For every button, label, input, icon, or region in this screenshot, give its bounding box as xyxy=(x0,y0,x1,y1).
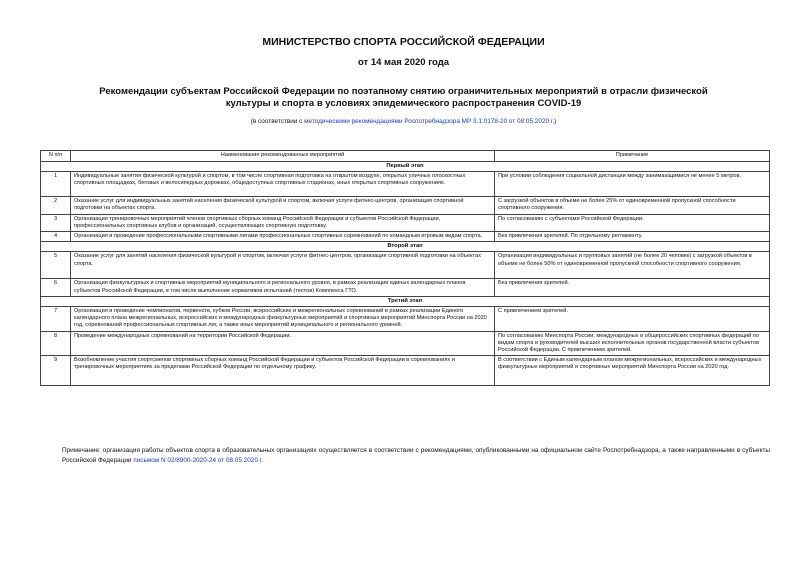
row-note: Без привлечения зрителей. xyxy=(495,279,770,296)
row-number: 7 xyxy=(41,307,71,332)
document-subtitle xyxy=(0,118,807,125)
stage-label: Третий этап xyxy=(41,296,770,306)
table-row xyxy=(41,197,770,214)
ministry-heading: МИНИСТЕРСТВО СПОРТА РОССИЙСКОЙ ФЕДЕРАЦИИ xyxy=(262,36,545,48)
row-note: С привлечением зрителей. xyxy=(495,307,770,332)
rospotrebnadzor-guidelines-link[interactable]: методическими рекомендациями Роспотребнадзора МР 3.1.0178-20 от 08.05.2020 г. xyxy=(304,118,555,125)
document-date: от 14 мая 2020 года xyxy=(357,57,450,68)
row-number: 9 xyxy=(41,356,71,386)
footnote-text: Примечание: организация работы объектов спорта в образовательных организациях осуществляется в соответствии с рекомендациями, опубликованными на официальном сайте Роспотребнадзора, а также направленными в субъекты Российской Федерации xyxy=(62,447,770,464)
table-row xyxy=(41,331,770,356)
document-title: Рекомендации субъектам Российской Федерации по поэтапному снятию ограничительных мероприятий в отрасли физической культуры и спорта в условиях эпидемического распространения COVID-19 xyxy=(99,86,708,109)
table-row xyxy=(41,172,770,197)
row-note: В соответствии с Единым календарным планом межрегиональных, всероссийских и международных физкультурных мероприятий и спортивных мероприятий Минспорта России на 2020 год. xyxy=(495,356,770,386)
row-measure: Организация и проведение профессиональными спортивными лигами профессиональных спортивных соревнований по командным игровым видам спорта. xyxy=(71,232,495,242)
table-row xyxy=(41,214,770,231)
table-row xyxy=(41,232,770,242)
row-note: По согласованию с субъектами Российской Федерации. xyxy=(495,214,770,231)
row-note: При условии соблюдения социальной дистанции между занимающимися не менее 5 метров. xyxy=(495,172,770,197)
row-measure: Индивидуальные занятия физической культурой и спортом, в том числе спортивная подготовка на открытом воздухе, открытых уличных плоскостных спортивных площадках, беговых и велосипедных дорожках, общедоступных спортивных стадионах, иных открытых спортивных сооружениях. xyxy=(71,172,495,197)
footnote xyxy=(62,446,770,466)
stage-label: Первый этап xyxy=(41,162,770,172)
row-number: 2 xyxy=(41,197,71,214)
row-measure: Проведение международных соревнований на территории Российской Федерации. xyxy=(71,331,495,356)
stage-row xyxy=(41,296,770,306)
row-measure: Организация физкультурных и спортивных мероприятий муниципального и регионального уровня, в рамках реализации единых календарных планов субъектов Российской Федерации, в том числе выполнение нормативов испытаний (тестов) Комплекса ГТО. xyxy=(71,279,495,296)
row-number: 8 xyxy=(41,331,71,356)
measures-table xyxy=(40,150,770,386)
row-measure: Организация и проведение чемпионатов, первенств, кубков России, всероссийских и межрегиональных соревнований в рамках реализации Единого календарного плана межрегиональных, всероссийских и международных физкультурных мероприятий и спортивных мероприятий Минспорта России на 2020 год, соревнований профессиональных спортивных лиг, а также иных мероприятий муниципального и регионального уровней. xyxy=(71,307,495,332)
row-note: Без привлечения зрителей. По отдельному регламенту. xyxy=(495,232,770,242)
row-note: С загрузкой объектов в объеме не более 25% от единовременной пропускной способности спортивного сооружения. xyxy=(495,197,770,214)
subtitle-prefix: (в соответствии с xyxy=(250,118,305,125)
row-number: 5 xyxy=(41,252,71,279)
column-header-number: N п/п xyxy=(41,151,71,162)
table-row xyxy=(41,252,770,279)
row-measure: Оказание услуг для занятий населения физической культурой и спортом, включая услуги фитнес-центров, организация спортивной подготовки на объектах спорта. xyxy=(71,252,495,279)
stage-row xyxy=(41,162,770,172)
rospotrebnadzor-letter-link[interactable]: письмом N 02/8900-2020-24 от 08.05.2020 г. xyxy=(133,457,264,464)
table-row xyxy=(41,279,770,296)
row-note: По согласованию Минспорта России, международных и общероссийских спортивных федераций по видам спорта и руководителей высших исполнительных органов государственной власти субъектов Российской Федерации. С привлечением зрителей. xyxy=(495,331,770,356)
table-row xyxy=(41,307,770,332)
column-header-note: Примечание xyxy=(495,151,770,162)
row-number: 6 xyxy=(41,279,71,296)
table-header-row xyxy=(41,151,770,162)
row-number: 1 xyxy=(41,172,71,197)
stage-row xyxy=(41,242,770,252)
row-number: 3 xyxy=(41,214,71,231)
row-number: 4 xyxy=(41,232,71,242)
row-measure: Оказание услуг для индивидуальных занятий населения физической культурой и спортом, включая услуги фитнес-центров, организация спортивной подготовки на объектах спорта. xyxy=(71,197,495,214)
row-measure: Возобновление участия спортсменов спортивных сборных команд Российской Федерации и субъектов Российской Федерации в соревнованиях и тренировочных мероприятиях за пределами Российской Федерации по отдельному графику. xyxy=(71,356,495,386)
column-header-measures: Наименование рекомендованных мероприятий xyxy=(71,151,495,162)
subtitle-suffix: ) xyxy=(554,118,557,125)
row-note: Организация индивидуальных и групповых занятий (не более 20 человек) с загрузкой объектов в объеме не более 50% от единовременной пропускной способности спортивного сооружения. xyxy=(495,252,770,279)
table-row xyxy=(41,356,770,386)
row-measure: Организация тренировочных мероприятий членов спортивных сборных команд Российской Федерации и субъектов Российской Федерации, профессиональных спортивных клубов и организаций, осуществляющих спортивную подготовку. xyxy=(71,214,495,231)
stage-label: Второй этап xyxy=(41,242,770,252)
